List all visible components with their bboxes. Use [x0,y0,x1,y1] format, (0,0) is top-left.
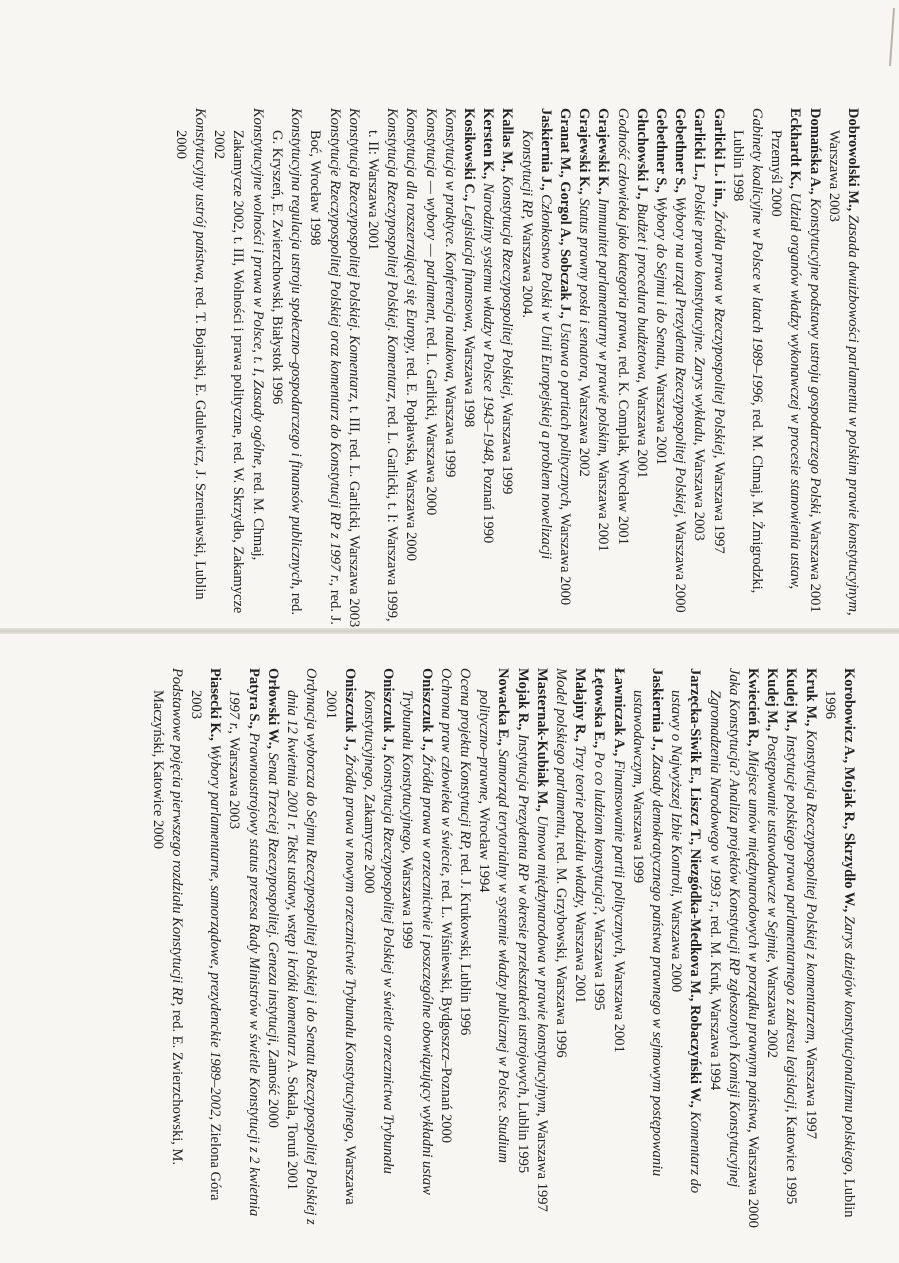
bibliography-entry [781,668,800,1228]
entry-details: Warszawa 1999 [441,385,458,478]
entry-author: Domańska A., [806,108,823,195]
entry-author: Jaskiernia J., [648,668,665,751]
entry-author: Eckhardt K., [787,108,804,189]
entry-details: Przemyśl 2000 [768,130,785,217]
bibliography-entry [263,668,282,1228]
entry-author: Gebethner S., [672,108,689,193]
entry-details: Warszawa 2003 [691,448,708,541]
bibliography-entry [224,668,262,1228]
entry-title: Konstytucyjne wolności i prawa w Polsce, t. I, Zasady ogólne, [249,108,266,469]
entry-author: Orłowski W., [264,668,281,749]
entry-title: Podstawowe pojęcia pierwszego rozdziału Konstytucji RP, [168,668,185,1007]
entry-details: Warszawa 2000 [556,513,573,606]
entry-title: Źródła prawa w orzecznictwie i poszczególne obowiązujący wykładni ustaw Trybunału Konstytucyjnego, [399,690,435,1195]
entry-details: Warszawa 2001 [322,690,358,1205]
entry-details: Warszawa 2000 [744,1136,761,1228]
entry-details: Warszawa 2001 [595,459,612,552]
bibliography-column-top [171,108,862,628]
entry-title: Samorząd terytorialny w systemie władzy publicznej w Polsce. Studium polityczno–prawne, [476,690,512,1163]
page-fold [0,628,899,634]
entry-author: Oniszczuk J., [380,668,397,751]
entry-title: Konstytucyjna regulacja ustroju społeczno–gospodarczego i finansów publicznych, [288,108,305,590]
bibliography-entry [704,668,742,1228]
entry-title: Konstytucja Rzeczypospolitej Polskiej. Komentarz, [345,108,362,403]
entry-title: Wybory parlamentarne, samorządowe, prezydenckie 1989–2002, [207,744,224,1121]
entry-details: Warszawa 2003 [825,130,842,222]
entry-title: Komentarz do ustawy o Najwyższej Izbie Kontroli, [668,690,704,1194]
bibliography-entry [551,668,570,1228]
bibliography-entry [186,668,224,1228]
bibliography-entry [420,108,439,628]
entry-details: t. III, red. L. Garlicki, Warszawa 2003 [345,406,362,628]
bibliography-entry [474,668,512,1228]
entry-title: Po co ludziom konstytucja?, [591,751,608,916]
entry-title: Konstytucja Rzeczypospolitej Polskiej, [499,175,516,400]
entry-title: Konstytucja — wybory — parlament, [422,108,439,324]
bibliography-entry [804,108,823,628]
bibliography-entry [689,108,708,628]
entry-details: red. J. Krukowski, Lublin 1996 [456,853,473,1036]
bibliography-entry [516,108,554,628]
entry-author: Korobowicz A., Mojak R., Skrzydło W., [841,668,857,913]
entry-details: Warszawa 2002 [764,966,781,1059]
entry-details: Wrocław 1994 [476,807,493,893]
entry-details: Warszawa 2001 [806,520,823,613]
entry-details: Warszawa 1999 [629,791,646,884]
bibliography-entry [708,108,727,628]
entry-author: Masternak-Kubiak M., [533,668,550,812]
entry-title: Konstytucyjny ustrój państwa, [192,108,209,284]
entry-details: Warszawa 2001 [572,911,589,1004]
entry-title: Status prawny posła i senatora, [576,198,593,382]
entry-title: Ustawa o partiach politycznych, [556,322,573,510]
bibliography-entry [267,108,305,628]
entry-title: Członkostwo Polski w Unii Europejskiej a problem nowelizacji Konstytucji RP, [518,130,554,560]
bibliography-entry [651,108,670,628]
entry-details: Poznań 1990 [480,467,497,544]
bibliography-entry [363,108,401,628]
entry-details: red. M. Kruk, Warszawa 1994 [706,915,723,1091]
entry-author: Kersten K., [480,108,497,180]
entry-details: Warszawa 2001 [610,960,627,1053]
entry-author: Ławniczak A., [610,668,627,757]
bibliography-entry [666,668,704,1228]
entry-title: Zarys dziejów konstytucjonalizmu polskiego, [841,915,857,1176]
entry-title: Umowa międzynarodowa w prawie konstytucyjnym, [533,815,550,1117]
bibliography-entry [632,108,651,628]
entry-details: Katowice 1995 [783,1116,800,1205]
entry-author: Dobrowolski M., [845,108,861,212]
bibliography-entry [440,108,459,628]
entry-details: red. T. Bojarski, E. Gdulewicz, J. Szreniawski, Lublin 2000 [172,130,209,600]
entry-details: red. M. Grzybowski, Warszawa 1996 [552,841,569,1058]
bibliography-entry [743,668,762,1228]
entry-title: Narodziny systemu władzy w Polsce 1943–1948, [480,182,497,465]
entry-title: Wybory do Sejmu i do Senatu, [652,196,669,370]
entry-details: Warszawa 2004. [518,222,535,318]
entry-author: Kosikowski C., [460,108,477,202]
entry-author: Kudej M., [783,668,800,732]
entry-author: Grajewski K., [576,108,593,195]
entry-details: red. E. Zwierzchowski, M. Maczyński, Katowice 2000 [149,690,185,1165]
entry-author: Kudej M., [764,668,781,732]
bibliography-entry [728,108,766,628]
entry-author: Piasecki K., [207,668,224,741]
entry-details: red. M. Chmaj, M. Żmigrodzki, Lublin 1998 [729,130,765,594]
paper-edge-mark [889,8,895,66]
entry-title: Konstytucyjne podstawy ustroju gospodarczego Polski, [806,198,823,518]
entry-title: Postępowanie ustawodawcze w Sejmie, [764,734,781,963]
bibliography-entry [512,668,531,1228]
entry-details: red. E. Popławska, Warszawa 2000 [403,357,420,561]
bibliography-entry [593,108,612,628]
entry-details: red. L. Garlicki, t. I: Warszawa 1999, t. II: Warszawa 2001 [364,130,401,622]
entry-author: Gebethner S., [652,108,669,193]
entry-author: Kallas M., [499,108,516,173]
entry-title: Immunitet parlamentarny w prawie polskim, [595,198,612,457]
entry-details: Warszawa 2000 [672,520,689,613]
bibliography-entry [478,108,497,628]
entry-details: Warszawa 2001 [633,386,650,479]
bibliography-entry [608,668,627,1228]
entry-title: Gabinety koalicyjne w Polsce w latach 1989–1996, [748,108,765,406]
entry-details: Zamość 2000 [264,1049,281,1128]
entry-title: Instytucje polskiego prawa parlamentarnego z zakresu legislacji, [783,734,800,1113]
entry-title: Jaka Konstytucja? Analiza projektów Konstytucji RP zgłoszonych Komisji Konstytucyjnej Zgromadzenia Narodowego w 1993 r., [706,668,742,1188]
bibliography-entry [628,668,666,1228]
entry-title: Senat Trzeciej Rzeczypospolitej. Geneza instytucji, [264,752,281,1046]
bibliography-entry [359,668,397,1228]
bibliography-entry [824,108,862,628]
entry-author: Małajny R., [572,668,589,742]
entry-title: Źródła prawa w Rzeczypospolitej Polskiej, [710,210,727,459]
entry-details: Warszawa 1997 [710,461,727,554]
entry-author: Granat M., Gorgol A., Sobczak J., [556,108,573,319]
entry-details: Zielona Góra 2003 [188,690,224,1201]
bibliography-entry [147,668,185,1228]
entry-title: Legislacja finansowa, [460,204,477,332]
entry-title: Konstytucja Rzeczypospolitej Polskiej w świetle orzecznictwa Trybunału Konstytucyjnego, [360,690,397,1174]
entry-author: Grajewski K., [595,108,612,195]
entry-details: Zakamycze 2000 [360,793,377,894]
entry-title: Godność człowieka jako kategoria prawa, [614,108,631,353]
entry-author: Jarzęcka-Siwik E., Liszcz T., Niezgódka-Medkova M., Robaczyński W., [687,668,704,1108]
bibliography-entry [532,668,551,1228]
entry-title: Polskie prawo konstytucyjne. Zarys wykładu, [691,183,708,446]
entry-author: Kwiecień R., [744,668,761,747]
entry-title: Finansowanie partii politycznych, [610,759,627,958]
bibliography-entry [305,108,343,628]
entry-title: Zasada dwuizbowości parlamentu w polskim prawie konstytucyjnym, [845,214,861,616]
entry-title: Ocena projektu Konstytucji RP, [456,668,473,851]
entry-author: Patyra S., [245,668,262,729]
bibliography-entry [762,668,781,1228]
bibliography-entry [555,108,574,628]
entry-author: Oniszczuk J., [418,668,435,751]
entry-details: red. M. Chmaj, Zakamycze 2002, t. III, Wolności i prawa polityczne, red. W. Skrzydło, Zakamycze 2002 [211,130,266,614]
bibliography-entry [670,108,689,628]
entry-details: Lublin 1996 [821,690,857,1218]
entry-details: Warszawa 2000 [668,900,685,993]
entry-details: Warszawa 1999 [499,402,516,495]
bibliography-column-bottom [147,668,858,1228]
entry-title: Konstytucja w praktyce. Konferencja naukowa, [441,108,458,383]
bibliography-entry [344,108,363,628]
entry-title: Wybory na urząd Prezydenta Rzeczypospolitej Polskiej, [672,196,689,518]
entry-title: Zasady demokratycznego państwa prawnego w sejmowym postępowaniu ustawodawczym, [629,690,665,1177]
bibliography-entry [800,668,819,1228]
bibliography-entry [612,108,631,628]
entry-title: Trzy teorie podziału władzy, [572,745,589,909]
bibliography-entry [820,668,858,1228]
entry-details: red. L. Garlicki, Warszawa 2000 [422,327,439,516]
bibliography-entry [459,108,478,628]
entry-title: Model polskiego parlamentu, [552,668,569,839]
bibliography-entry [766,108,804,628]
entry-title: Budżet i procedura budżetowa, [633,203,650,383]
entry-title: Konstytucja Rzeczypospolitej Polskiej z komentarzem, [802,730,819,1044]
entry-details: A. Sokala, Toruń 2001 [284,1058,301,1191]
entry-details: Warszawa 1999 [399,856,416,949]
entry-details: Warszawa 1997 [533,1119,550,1212]
entry-author: Jaskiernia J., [537,108,554,191]
bibliography-entry [570,668,589,1228]
entry-details: Warszawa 2001 [652,373,669,466]
entry-author: Nowacka E., [495,668,512,746]
entry-details: Warszawa 1998 [460,335,477,428]
bibliography-entry [209,108,267,628]
entry-author: Garlicki L., [691,108,708,181]
entry-title: Konstytucje Rzeczypospolitej Polskiej oraz komentarz do Konstytucji RP z 1997 r., [326,108,343,587]
bibliography-entry [455,668,474,1228]
entry-author: Łętowska E., [591,668,608,749]
entry-details: Lublin 1995 [514,1101,531,1174]
bibliography-entry [282,668,320,1228]
bibliography-entry [397,668,435,1228]
entry-author: Oniszczuk J., [341,668,358,751]
bibliography-entry [401,108,420,628]
entry-details: Warszawa 2002 [576,384,593,477]
entry-details: red. J. Boć, Wrocław 1998 [307,130,343,625]
entry-details: Warszawa 2003 [226,737,243,830]
bibliography-entry [497,108,516,628]
entry-author: Głuchowski J., [633,108,650,200]
entry-title: Źródła prawa w nowym orzecznictwie Trybunału Konstytucyjnego, [341,754,358,1143]
entry-title: Konstytucja dla rozszerzającej się Europy, [403,108,420,354]
entry-details: red. L. Wiśniewski, Bydgoszcz–Poznań 2000 [437,880,454,1144]
entry-details: red. K. Complak, Wrocław 2001 [614,356,631,545]
entry-author: Kruk M., [802,668,819,727]
entry-author: Garlicki L. i in., [710,108,727,208]
bibliography-entry [320,668,358,1228]
entry-title: Konstytucja Rzeczypospolitej Polskiej. Komentarz, [384,108,401,403]
entry-author: Mojak R., [514,668,531,731]
entry-title: Prawnoustrojowy status prezesa Rady Ministrów w świetle Konstytucji z 2 kwietnia 1997 r., [226,690,262,1217]
entry-title: Ordynacja wyborcza do Sejmu Rzeczypospolitej Polskiej i do Senatu Rzeczypospolitej Polskiej z dnia 12 kwietnia 2001 r. Tekst ustawy, wstęp i krótki komentarz [284,668,320,1225]
bibliography-entry [589,668,608,1228]
bibliography-entry [436,668,455,1228]
entry-details: Warszawa 1997 [802,1047,819,1139]
entry-title: Ochrona praw człowieka w świecie, [437,668,454,877]
entry-details: red. G. Kryszeń, E. Zwierzchowski, Białystok 1996 [268,130,305,616]
entry-title: Miejsce umów międzynarodowych w porządku prawnym państwa, [744,750,761,1133]
entry-title: Udział organów władzy wykonawczej w procesie stanowienia ustaw, [787,192,804,590]
bibliography-entry [574,108,593,628]
entry-details: Warszawa 1995 [591,918,608,1011]
bibliography-entry [171,108,209,628]
entry-title: Instytucja Prezydenta RP w okresie przekształceń ustrojowych, [514,734,531,1099]
